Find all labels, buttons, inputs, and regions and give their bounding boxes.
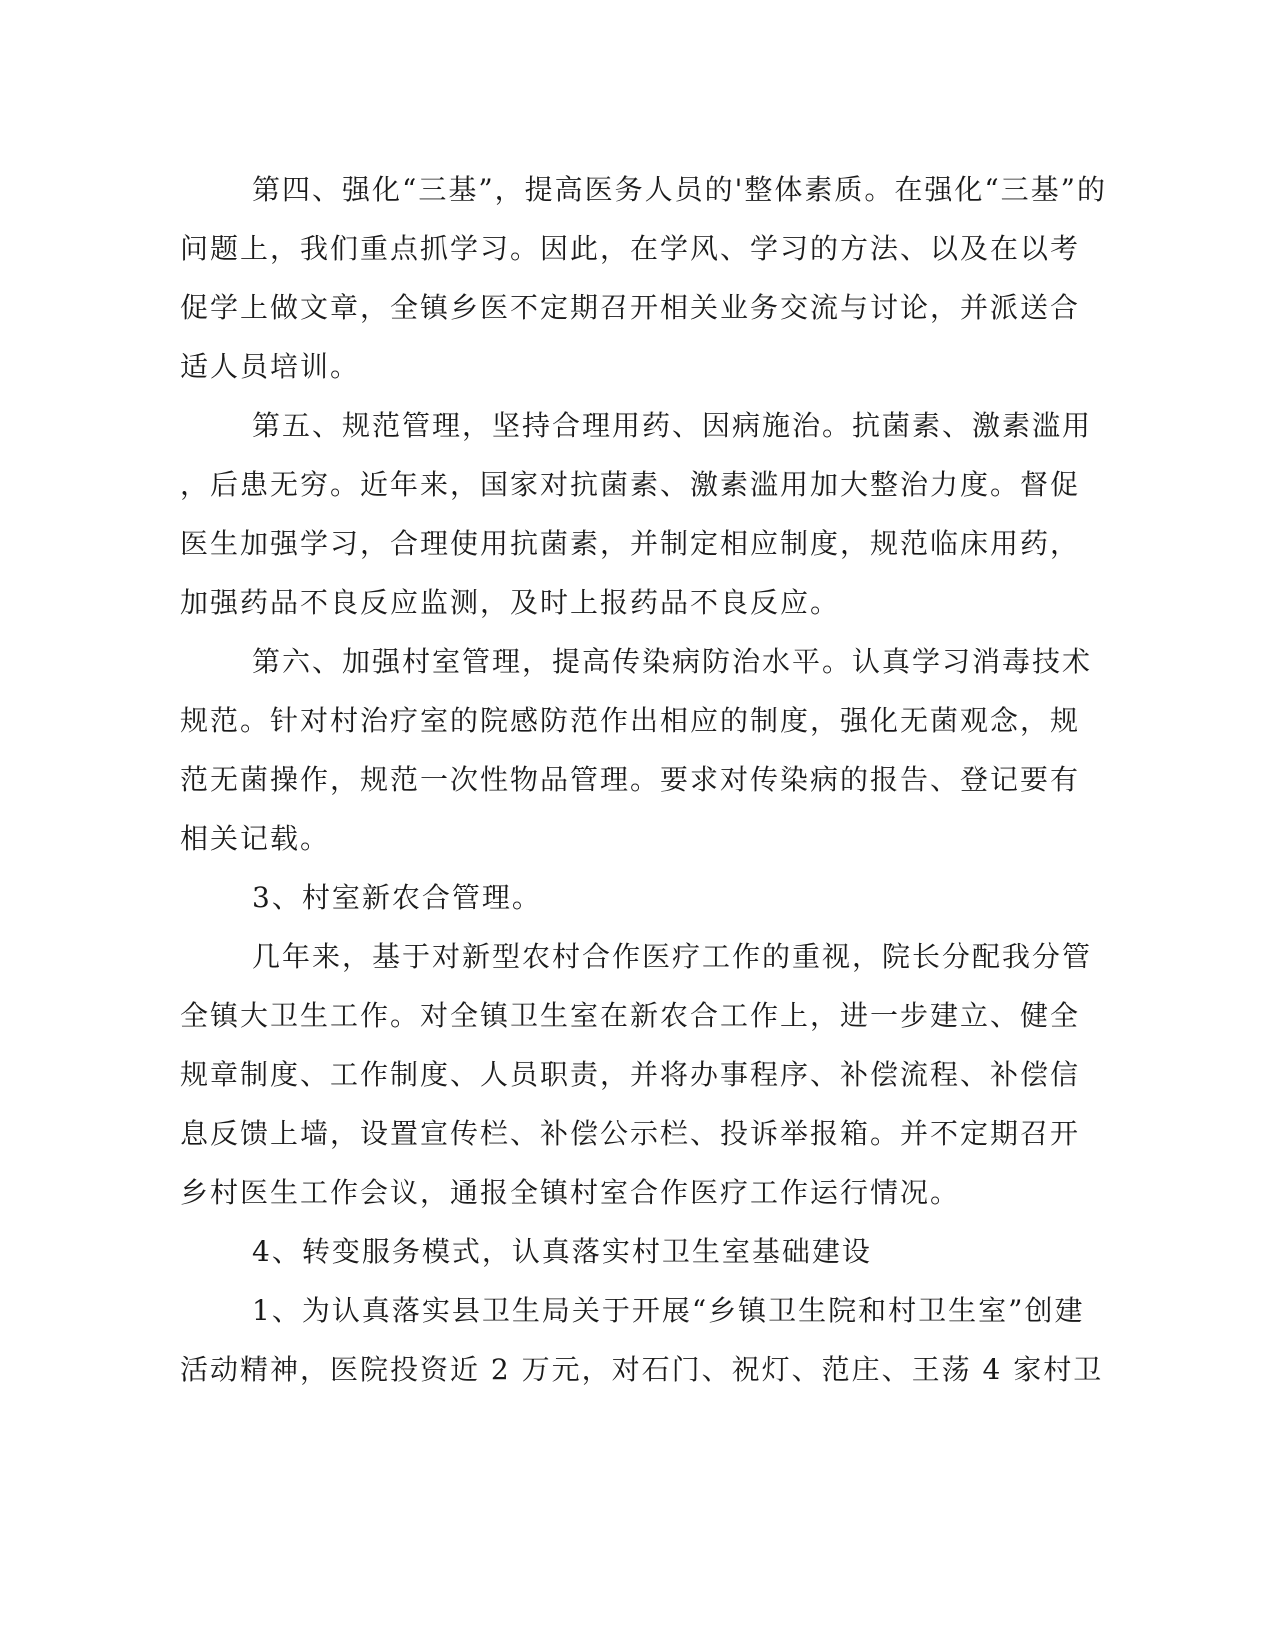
paragraph-line: 乡村医生工作会议，通报全镇村室合作医疗工作运行情况。 bbox=[180, 1176, 961, 1209]
paragraph-line: 相关记载。 bbox=[180, 822, 331, 855]
paragraph-line: 全镇大卫生工作。对全镇卫生室在新农合工作上，进一步建立、健全 bbox=[180, 999, 1081, 1032]
paragraph-line: 加强药品不良反应监测，及时上报药品不良反应。 bbox=[180, 586, 841, 619]
paragraph-line: ，后患无穷。近年来，国家对抗菌素、激素滥用加大整治力度。督促 bbox=[180, 468, 1081, 501]
section-heading: 3、村室新农合管理。 bbox=[252, 881, 542, 914]
paragraph-line: 第六、加强村室管理，提高传染病防治水平。认真学习消毒技术 bbox=[252, 645, 1093, 678]
paragraph-line: 规章制度、工作制度、人员职责，并将办事程序、补偿流程、补偿信 bbox=[180, 1058, 1081, 1091]
paragraph-line: 医生加强学习，合理使用抗菌素，并制定相应制度，规范临床用药， bbox=[180, 527, 1081, 560]
paragraph-line: 活动精神，医院投资近 2 万元，对石门、祝灯、范庄、王荡 4 家村卫 bbox=[180, 1353, 1104, 1386]
paragraph-line: 规范。针对村治疗室的院感防范作出相应的制度，强化无菌观念，规 bbox=[180, 704, 1081, 737]
paragraph-line: 促学上做文章，全镇乡医不定期召开相关业务交流与讨论，并派送合 bbox=[180, 291, 1081, 324]
paragraph-line: 几年来，基于对新型农村合作医疗工作的重视，院长分配我分管 bbox=[252, 940, 1093, 973]
document-body bbox=[180, 160, 1107, 1399]
paragraph-line: 第五、规范管理，坚持合理用药、因病施治。抗菌素、激素滥用 bbox=[252, 409, 1093, 442]
paragraph-line: 范无菌操作，规范一次性物品管理。要求对传染病的报告、登记要有 bbox=[180, 763, 1081, 796]
paragraph-line: 适人员培训。 bbox=[180, 350, 361, 383]
paragraph-line: 问题上，我们重点抓学习。因此，在学风、学习的方法、以及在以考 bbox=[180, 232, 1081, 265]
paragraph-line: 1、为认真落实县卫生局关于开展“乡镇卫生院和村卫生室”创建 bbox=[252, 1294, 1085, 1327]
section-heading: 4、转变服务模式，认真落实村卫生室基础建设 bbox=[252, 1235, 872, 1268]
paragraph-line: 息反馈上墙，设置宣传栏、补偿公示栏、投诉举报箱。并不定期召开 bbox=[180, 1117, 1081, 1150]
paragraph-line: 第四、强化“三基”，提高医务人员的'整体素质。在强化“三基”的 bbox=[252, 173, 1107, 206]
